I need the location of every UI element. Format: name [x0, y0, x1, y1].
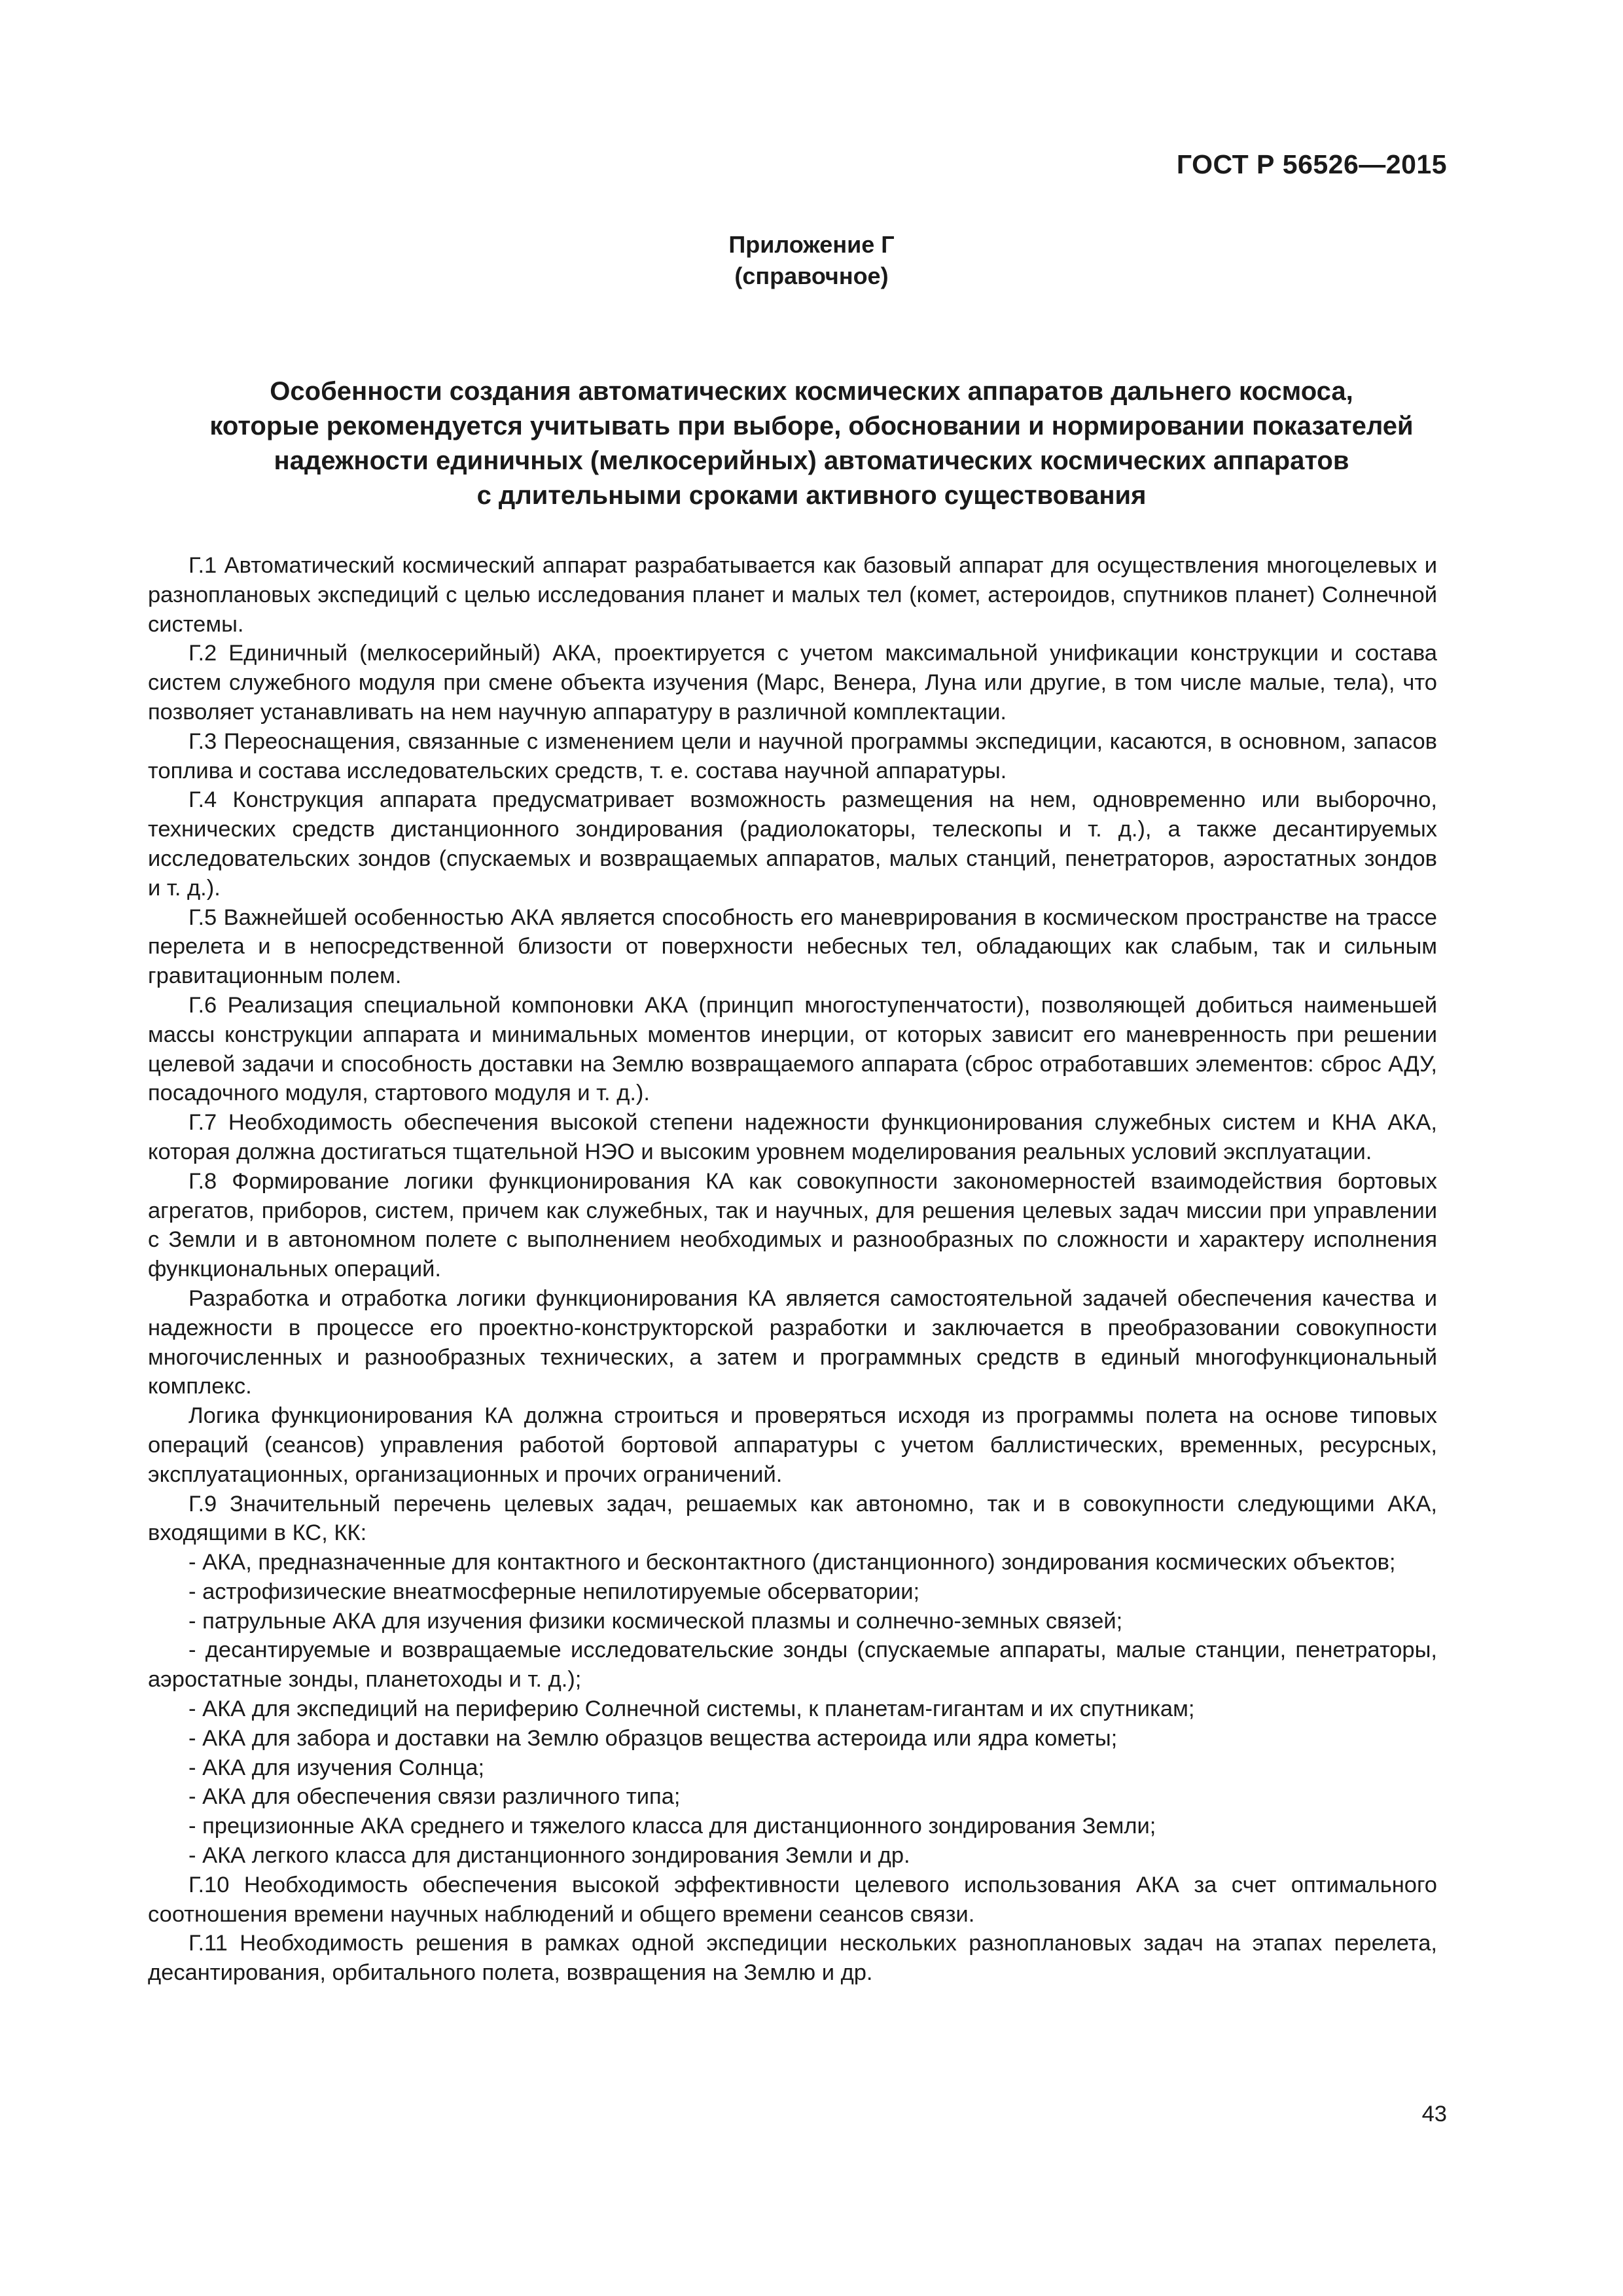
paragraph-g8-logic-verification: Логика функционирования КА должна строиться и проверяться исходя из программы полета на основе типовых операций (сеансов) управления работой бортовой аппаратуры с учетом баллистических, временных, ресурсных, эксплуатационных, организационных и прочих ограничений.: [148, 1403, 1437, 1487]
page-number: 43: [1421, 2102, 1447, 2126]
list-item: - АКА, предназначенные для контактного и бесконтактного (дистанционного) зондирования космических объектов;: [188, 1550, 1396, 1575]
title-line: с длительными сроками активного существования: [476, 481, 1147, 510]
list-item: - патрульные АКА для изучения физики космической плазмы и солнечно-земных связей;: [188, 1608, 1123, 1634]
list-item: - прецизионные АКА среднего и тяжелого класса для дистанционного зондирования Земли;: [188, 1814, 1156, 1839]
list-item: - АКА для обеспечения связи различного типа;: [188, 1784, 681, 1810]
paragraph-g8-logic-development: Разработка и отработка логики функционирования КА является самостоятельной задачей обеспечения качества и надежности в процессе его проектно-конструкторской разработки и заключается в преобразовании совокупности многочисленных и разнообразных технических, а затем и программных средств в единый многофункциональный комплекс.: [148, 1285, 1437, 1399]
standard-code-header: ГОСТ Р 56526—2015: [1176, 149, 1447, 179]
list-item: - АКА для изучения Солнца;: [188, 1755, 485, 1780]
paragraph-g5: Г.5 Важнейшей особенностью АКА является способность его маневрирования в космическом пространстве на трассе перелета и в непосредственной близости от поверхности небесных тел, обладающих как слабым, так и сильным гравитационным полем.: [148, 905, 1437, 989]
paragraph-g1: Г.1 Автоматический космический аппарат разрабатывается как базовый аппарат для осуществления многоцелевых и разноплановых экспедиций с целью исследования планет и малых тел (комет, астероидов, спутников планет) Солнечной системы.: [148, 553, 1437, 637]
appendix-label: Приложение Г: [728, 231, 895, 258]
body-text: [148, 551, 1437, 1988]
document-title: [131, 374, 1492, 513]
title-line: надежности единичных (мелкосерийных) автоматических космических аппаратов: [274, 446, 1349, 475]
paragraph-g3: Г.3 Переоснащения, связанные с изменением цели и научной программы экспедиции, касаются, в основном, запасов топлива и состава исследовательских средств, т. е. состава научной аппаратуры.: [148, 728, 1437, 783]
title-line: Особенности создания автоматических космических аппаратов дальнего космоса,: [270, 377, 1353, 406]
paragraph-g4: Г.4 Конструкция аппарата предусматривает возможность размещения на нем, одновременно или выборочно, технических средств дистанционного зондирования (радиолокаторы, телескопы и т. д.), а также десантируемых исследовательских зондов (спускаемых и возвращаемых аппаратов, малых станций, пенетраторов, аэростатных зондов и т. д.).: [148, 787, 1437, 901]
paragraph-g2: Г.2 Единичный (мелкосерийный) АКА, проектируется с учетом максимальной унификации конструкции и состава систем служебного модуля при смене объекта изучения (Марс, Венера, Луна или другие, в том числе малые, тела), что позволяет устанавливать на нем научную аппаратуру в различной комплектации.: [148, 641, 1437, 725]
paragraph-g7: Г.7 Необходимость обеспечения высокой степени надежности функционирования служебных систем и КНА АКА, которая должна достигаться тщательной НЭО и высоким уровнем моделирования реальных условий эксплуатации.: [148, 1110, 1437, 1164]
paragraph-g9: Г.9 Значительный перечень целевых задач, решаемых как автономно, так и в совокупности следующими АКА, входящими в КС, КК:: [148, 1491, 1437, 1546]
appendix-type: (справочное): [734, 262, 889, 289]
list-item: - АКА для забора и доставки на Землю образцов вещества астероида или ядра кометы;: [188, 1725, 1118, 1751]
title-line: которые рекомендуется учитывать при выборе, обосновании и нормировании показателей: [209, 412, 1414, 440]
paragraph-g11: Г.11 Необходимость решения в рамках одной экспедиции нескольких разноплановых задач на этапах перелета, десантирования, орбитального полета, возвращения на Землю и др.: [148, 1931, 1437, 1986]
list-item: - АКА для экспедиций на периферию Солнечной системы, к планетам-гигантам и их спутникам;: [188, 1696, 1195, 1722]
appendix-heading: [0, 229, 1623, 292]
paragraph-g6: Г.6 Реализация специальной компоновки АКА (принцип многоступенчатости), позволяющей добиться наименьшей массы конструкции аппарата и минимальных моментов инерции, от которых зависит его маневренность при решении целевой задачи и способность доставки на Землю возвращаемого аппарата (сброс отработавших элементов: сброс АДУ, посадочного модуля, стартового модуля и т. д.).: [148, 992, 1437, 1106]
paragraph-g8: Г.8 Формирование логики функционирования КА как совокупности закономерностей взаимодействия бортовых агрегатов, приборов, систем, причем как служебных, так и научных, для решения целевых задач миссии при управлении с Земли и в автономном полете с выполнением необходимых и разнообразных по сложности и характеру исполнения функциональных операций.: [148, 1168, 1437, 1282]
list-item: - АКА легкого класса для дистанционного зондирования Земли и др.: [188, 1843, 910, 1869]
list-item: - астрофизические внеатмосферные непилотируемые обсерватории;: [188, 1579, 920, 1604]
paragraph-g10: Г.10 Необходимость обеспечения высокой эффективности целевого использования АКА за счет оптимального соотношения времени научных наблюдений и общего времени сеансов связи.: [148, 1872, 1437, 1927]
list-item: - десантируемые и возвращаемые исследовательские зонды (спускаемые аппараты, малые станции, пенетраторы, аэростатные зонды, планетоходы и т. д.);: [148, 1638, 1437, 1693]
